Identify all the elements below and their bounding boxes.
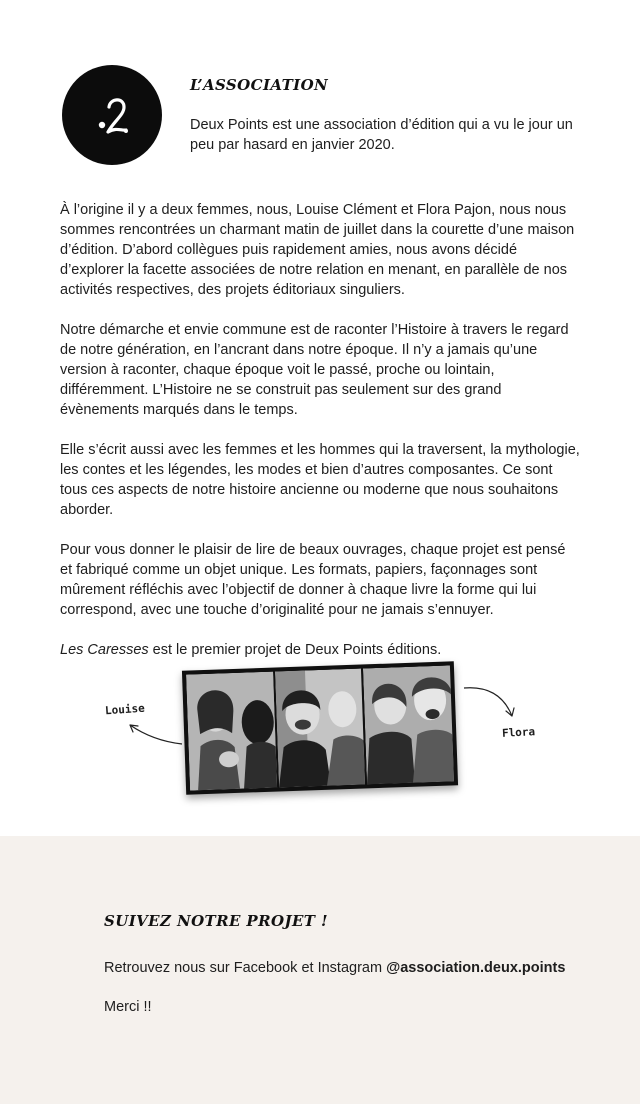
paragraph-last-rest: est le premier projet de Deux Points éditions. [148,642,442,658]
logo [62,65,162,165]
photo-label-flora: Flora [501,725,536,740]
footer-title: SUIVEZ NOTRE PROJET ! [104,912,328,930]
photo-frame [275,669,366,788]
photo-image [363,665,454,784]
arrow-right-icon [462,686,518,722]
photo-frame [363,665,454,784]
paragraph: À l’origine il y a deux femmes, nous, Louise Clément et Flora Pajon, nous nous sommes rencontrées un charmant matin de juillet dans la courette d’une maison d’édition. D’abord collègues puis rapidement amies, nous avons décidé d’explorer la facette associées de notre relation en menant, en parallèle de nos activités respectives, des projets éditoriaux singuliers. [60,202,575,298]
photo-label-louise: Louise [104,701,146,718]
photo-strip-area [0,650,640,820]
intro-text: Deux Points est une association d’édition qui a vu le jour un peu par hasard en janvier 2020. [190,117,573,153]
section-title: L’ASSOCIATION [190,76,329,94]
paragraph: Pour vous donner le plaisir de lire de beaux ouvrages, chaque projet est pensé et fabriqué comme un objet unique. Les formats, papiers, façonnages sont mûrement réfléchis avec l’objectif de donner à chaque livre la forme qui lui correspond, avec une touche d’originalité pour ne jamais s’ennuyer. [60,542,566,618]
photo-booth-strip [182,661,458,794]
footer [0,836,640,1104]
instagram-handle-link[interactable]: @association.deux.points [386,960,566,976]
main-content [60,200,580,680]
social-line-text: Retrouvez nous sur Facebook et Instagram [104,960,387,976]
book-title: Les Caresses [60,642,149,658]
header [0,0,640,180]
logo-mark-icon [62,65,162,165]
photo-image [275,669,366,788]
thanks-text: Merci !! [104,999,152,1015]
paragraph: Notre démarche et envie commune est de raconter l’Histoire à travers le regard de notre génération, en l’ancrant dans notre époque. Il n’y a jamais qu’une version à raconter, chaque époque voit le passé, proche ou lointain, différemment. L’Histoire ne se construit pas seulement sur des grand évènements marqués dans le temps. [60,322,569,418]
photo-image [186,672,277,791]
photo-frame [186,672,277,791]
social-line [104,958,565,978]
paragraph: Elle s’écrit aussi avec les femmes et les hommes qui la traversent, la mythologie, les contes et les légendes, les modes et bien d’autres composantes. Ce sont tous ces aspects de notre histoire ancienne ou moderne que nous souhaitons aborder. [60,442,580,518]
arrow-left-icon [120,716,186,750]
